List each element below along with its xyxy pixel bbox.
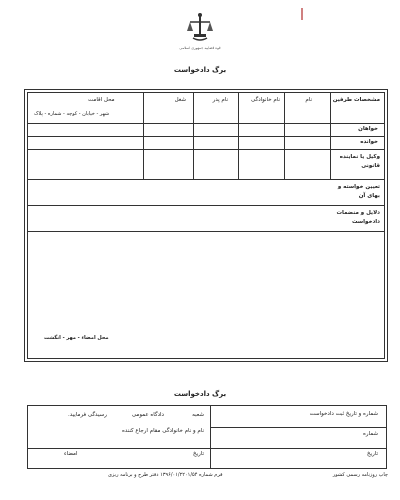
date2-label: تاریخ [193,451,204,457]
form-title: برگ دادخواست [173,66,227,74]
date-label: تاریخ [367,451,378,457]
petition-form-frame [24,89,388,362]
signature-label: محل امضاء - مهر - انگشت [44,335,109,341]
header-father-name: نام پدر [212,97,228,103]
court-label: دادگاه عمومی [131,412,164,418]
row-defendant: خوانده [360,139,378,145]
number-label: شماره [362,431,378,437]
row-evidence: دلایل و منضمات دادخواست [336,210,380,225]
page-edge-mark [301,8,303,20]
header-address: محل اقامت [88,97,115,103]
receipt-box [27,405,387,469]
row-plaintiff: خواهان [358,126,378,132]
receipt-title: برگ دادخواست [173,390,227,398]
branch-label: شعبه [192,412,204,418]
action-text: رسیدگی فرمایید. [68,412,107,418]
petition-table [27,92,385,359]
header-first-name: نام [305,97,312,103]
header-address-hint: شهر - خیابان - کوچه - شماره - پلاک [34,111,110,117]
row-representative: وکیل یا نماینده قانونی [339,154,380,169]
receipt-signature-label: امضاء [64,451,78,457]
registration-label: شماره و تاریخ ثبت دادخواست [309,411,378,417]
judiciary-emblem-icon [186,12,214,48]
referrer-label: نام و نام خانوادگی مقام ارجاع کننده [121,428,204,434]
emblem-caption: قوه قضاییه جمهوری اسلامی [179,46,221,50]
footer-form-number: فرم شماره ۱۳۹۶/۰۱/۲۲۰۱/۵۴ دفتر طرح و برنامه ریزی [108,472,223,478]
row-subject: تعیین خواسته و بهای آن [337,184,380,199]
header-last-name: نام خانوادگی [251,97,280,103]
header-specs: مشخصات طرفین [332,97,380,103]
footer-printer: چاپ روزنامه رسمی کشور [332,472,388,478]
header-job: شغل [174,97,186,103]
